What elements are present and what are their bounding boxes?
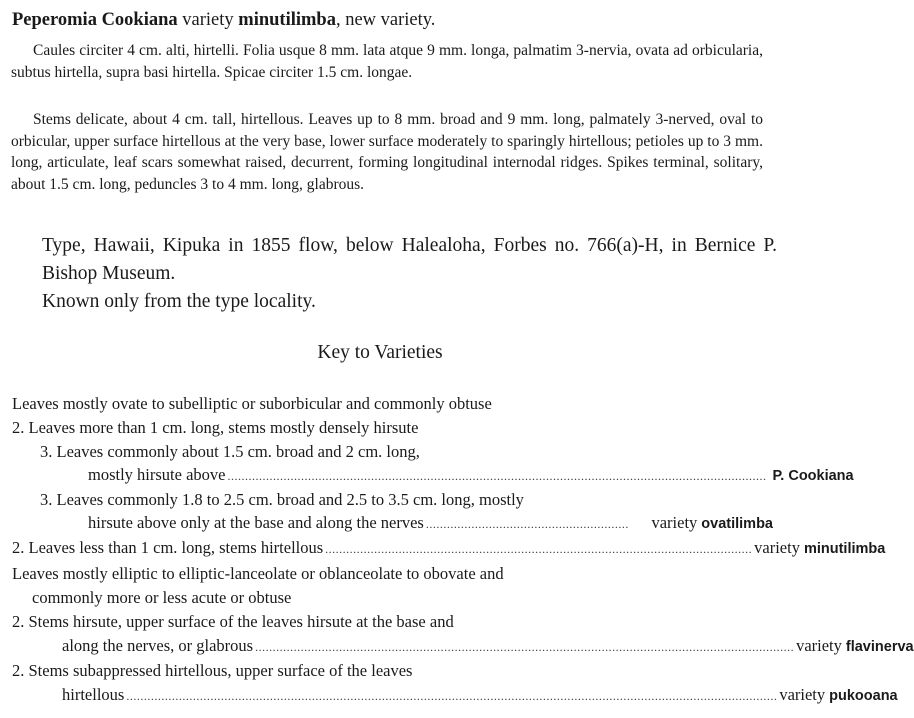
key-line: [62, 685, 898, 705]
key-line: [12, 564, 504, 584]
key-line: [40, 490, 524, 510]
key-line: [88, 465, 854, 485]
leader-dots: ..........................................................................................................................................................: [227, 469, 767, 483]
english-description: Stems delicate, about 4 cm. tall, hirtellous. Leaves up to 8 mm. broad and 9 mm. long, palmately 3-nerved, oval to orbicular, upper surface hirtellous at the very base, lower surface moderately to sparingly hirtellous; petioles up to 3 mm. long, articulate, leaf scars somewhat raised, decurrent, forming longitudinal internodal ridges. Spikes terminal, solitary, about 1.5 cm. long, peduncles 3 to 4 mm. long, glabrous.: [11, 111, 763, 193]
key-line-text: commonly more or less acute or obtuse: [32, 588, 292, 607]
key-line-text: 2. Stems subappressed hirtellous, upper surface of the leaves: [12, 661, 413, 680]
variety-name: minutilimba: [238, 10, 336, 30]
variety-result: pukooana: [829, 688, 898, 704]
variety-word: variety: [796, 636, 842, 655]
variety-result: P. Cookiana: [772, 468, 854, 484]
variety-result: minutilimba: [803, 541, 886, 557]
variety-word: variety: [182, 10, 234, 30]
key-line: [40, 442, 420, 462]
heading-suffix: , new variety.: [335, 10, 436, 30]
variety-word: variety: [651, 513, 698, 532]
key-line: [88, 513, 773, 533]
key-line-text: mostly hirsute above: [88, 465, 226, 484]
leader-dots: ..........................................................: [425, 517, 629, 531]
key-line-text: hirtellous: [62, 685, 125, 704]
key-line: [12, 418, 418, 438]
known-locality-text: Known only from the type locality.: [42, 291, 316, 312]
key-line-text: 3. Leaves commonly 1.8 to 2.5 cm. broad and 2.5 to 3.5 cm. long, mostly: [40, 490, 524, 509]
key-line-text: 2. Leaves less than 1 cm. long, stems hirtellous: [12, 538, 324, 557]
key-line: [12, 394, 492, 414]
leader-dots: ..........................................................................................................................................................: [255, 640, 795, 654]
key-title: Key to Varieties: [317, 342, 443, 363]
leader-dots: ..........................................................................................................................................................................................: [126, 689, 778, 703]
type-specimen-text: Type, Hawaii, Kipuka in 1855 flow, below Halealoha, Forbes no. 766(a)-H, in Bernice P. Bishop Museum.: [42, 235, 777, 284]
key-line-text: along the nerves, or glabrous: [62, 636, 254, 655]
key-line-text: 2. Stems hirsute, upper surface of the leaves hirsute at the base and: [12, 612, 454, 631]
species-name: Peperomia Cookiana: [12, 10, 178, 30]
latin-description: Caules circiter 4 cm. alti, hirtelli. Folia usque 8 mm. lata atque 9 mm. longa, palmatim 3-nervia, ovata ad orbicularia, subtus hirtella, supra basi hirtella. Spicae circiter 1.5 cm. longae.: [11, 42, 763, 81]
leader-dots: ..........................................................................................................................: [325, 542, 753, 556]
variety-word: variety: [754, 538, 800, 557]
key-line: [12, 661, 412, 681]
variety-result: flavinerva: [845, 639, 914, 655]
key-line-text: hirsute above only at the base and along the nerves: [88, 513, 424, 532]
key-line: [12, 538, 886, 558]
key-line: [12, 612, 454, 632]
variety-result: ovatilimba: [701, 516, 773, 532]
key-line: [32, 588, 291, 608]
key-line-text: Leaves mostly ovate to subelliptic or suborbicular and commonly obtuse: [12, 394, 492, 413]
key-line-text: Leaves mostly elliptic to elliptic-lanceolate or oblanceolate to obovate and: [12, 564, 504, 583]
key-line-text: 3. Leaves commonly about 1.5 cm. broad and 2 cm. long,: [40, 442, 420, 461]
variety-heading: [12, 10, 435, 31]
variety-word: variety: [779, 685, 826, 704]
key-line: [62, 636, 914, 656]
key-line-text: 2. Leaves more than 1 cm. long, stems mostly densely hirsute: [12, 418, 419, 437]
